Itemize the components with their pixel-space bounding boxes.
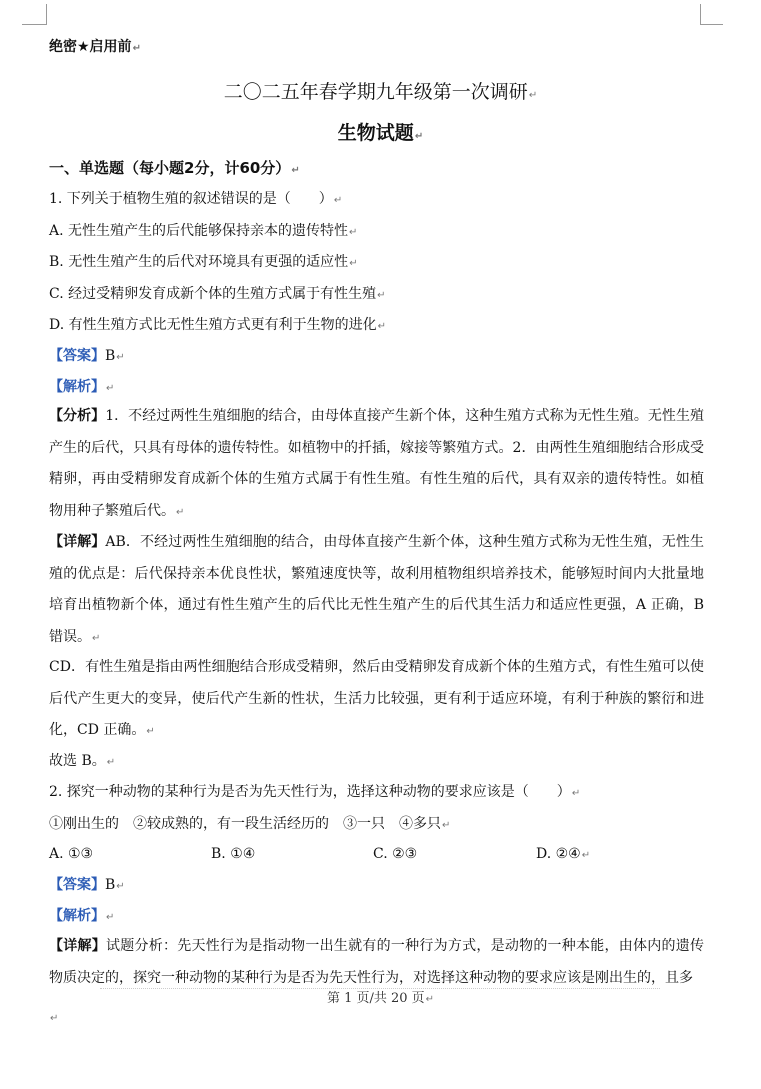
paragraph-mark-icon: ↵ [106,383,115,394]
paragraph-mark-icon: ↵ [92,632,101,644]
question-1-xiangjie-cd: CD．有性生殖是指由两性细胞结合形成受精卵，然后由受精卵发育成新个体的生殖方式，有性生殖可以使后代产生更大的变异，使后代产生新的性状，生活力比较强，更有利于适应环境，有利于种族的繁衍和进化，CD 正确。↵ [49,659,704,738]
paragraph-mark-icon: ↵ [146,726,155,737]
paragraph-mark-icon: ↵ [132,43,141,54]
paragraph-mark-icon: ↵ [442,820,451,831]
page-footer: 第 1 页/共 20 页↵ [326,991,435,1006]
analysis-tag: 【解析】 [49,379,105,395]
question-1-conclusion: 故选 B。↵ [49,753,116,769]
question-2-answer: 【答案】B↵ [49,877,125,893]
question-1-option-a: A. 无性生殖产生的后代能够保持亲本的遗传特性↵ [49,223,358,239]
question-1-stem: 1. 下列关于植物生殖的叙述错误的是（ ）↵ [49,191,343,207]
question-1-xiangjie-ab: 【详解】AB．不经过两性生殖细胞的结合，由母体直接产生新个体，这种生殖方式称为无性生殖，无性生殖的优点是：后代保持亲本优良性状，繁殖速度快等，故利用植物组织培养技术，能够短时间内大批量地培育出植物新个体，通过有性生殖产生的后代比无性生殖产生的后代其生活力和适应性更强，A 正确，B 错误。↵ [49,534,705,645]
question-2-option-a: A. ①③ [49,846,94,862]
question-2-xiangjie: 【详解】试题分析：先天性行为是指动物一出生就有的一种行为方式，是动物的一种本能，由体内的遗传物质决定的，探究一种动物的某种行为是否为先天性行为，对选择这种动物的要求应该是刚出生的，且多 [49,938,705,986]
analysis-tag: 【解析】 [49,908,105,924]
question-1-option-d: D. 有性生殖方式比无性生殖方式更有利于生物的进化↵ [49,317,387,333]
question-2-analysis-label [49,907,114,927]
paragraph-mark-icon: ↵ [377,290,386,301]
paragraph-mark-icon: ↵ [106,757,116,768]
crop-mark-top-right [700,4,723,25]
paragraph-mark-icon: ↵ [176,506,185,518]
paragraph-mark-icon: ↵ [116,881,125,892]
xiangjie-tag: 【详解】 [49,938,106,954]
paragraph-mark-icon: ↵ [291,165,300,176]
paragraph-mark-icon: ↵ [571,788,581,799]
question-2-option-c: C. ②③ [373,846,418,862]
question-1-answer: 【答案】B↵ [49,348,125,364]
exam-title: 二〇二五年春学期九年级第一次调研↵ [223,81,538,103]
question-2-option-d: D. ②④↵ [536,846,591,862]
end-paragraph-mark [49,1008,58,1028]
paragraph-mark-icon: ↵ [414,131,424,142]
question-2-options [49,845,709,863]
paragraph-mark-icon: ↵ [377,321,387,332]
question-1-fenxi: 【分析】1．不经过两性生殖细胞的结合，由母体直接产生新个体，这种生殖方式称为无性生殖。无性生殖产生的后代，只具有母体的遗传特性。如植物中的扦插，嫁接等繁殖方式。2．由两性生殖细胞结合形成受精卵，再由受精卵发育成新个体的生殖方式属于有性生殖。有性生殖的后代，具有双亲的遗传特性。如植物用种子繁殖后代。↵ [49,408,705,519]
answer-tag: 【答案】 [49,348,105,364]
crop-mark-top-left [22,4,47,25]
question-2-conditions: ①刚出生的 ②较成熟的，有一段生活经历的 ③一只 ④多只↵ [49,816,451,832]
confidential-label: 绝密★启用前↵ [49,39,141,55]
answer-tag: 【答案】 [49,877,105,893]
section-heading: 一、单选题（每小题2分，计60分）↵ [49,159,300,177]
paragraph-mark-icon: ↵ [50,1013,59,1024]
question-1-analysis-label [49,378,114,398]
question-2-option-b: B. ①④ [211,846,256,862]
xiangjie-tag: 【详解】 [49,534,106,550]
paragraph-mark-icon: ↵ [106,912,115,923]
paragraph-mark-icon: ↵ [528,90,538,101]
fenxi-tag: 【分析】 [49,408,106,424]
question-2-stem: 2. 探究一种动物的某种行为是否为先天性行为，选择这种动物的要求应该是（ ）↵ [49,784,581,800]
question-1-option-b: B. 无性生殖产生的后代对环境具有更强的适应性↵ [49,254,358,270]
exam-subtitle: 生物试题↵ [337,122,424,144]
footer-divider [100,988,660,989]
paragraph-mark-icon: ↵ [425,994,435,1005]
paragraph-mark-icon: ↵ [349,227,358,238]
paragraph-mark-icon: ↵ [349,258,358,269]
paragraph-mark-icon: ↵ [333,195,343,206]
question-1-option-c: C. 经过受精卵发育成新个体的生殖方式属于有性生殖↵ [49,286,386,302]
paragraph-mark-icon: ↵ [116,352,125,363]
paragraph-mark-icon: ↵ [581,850,591,861]
